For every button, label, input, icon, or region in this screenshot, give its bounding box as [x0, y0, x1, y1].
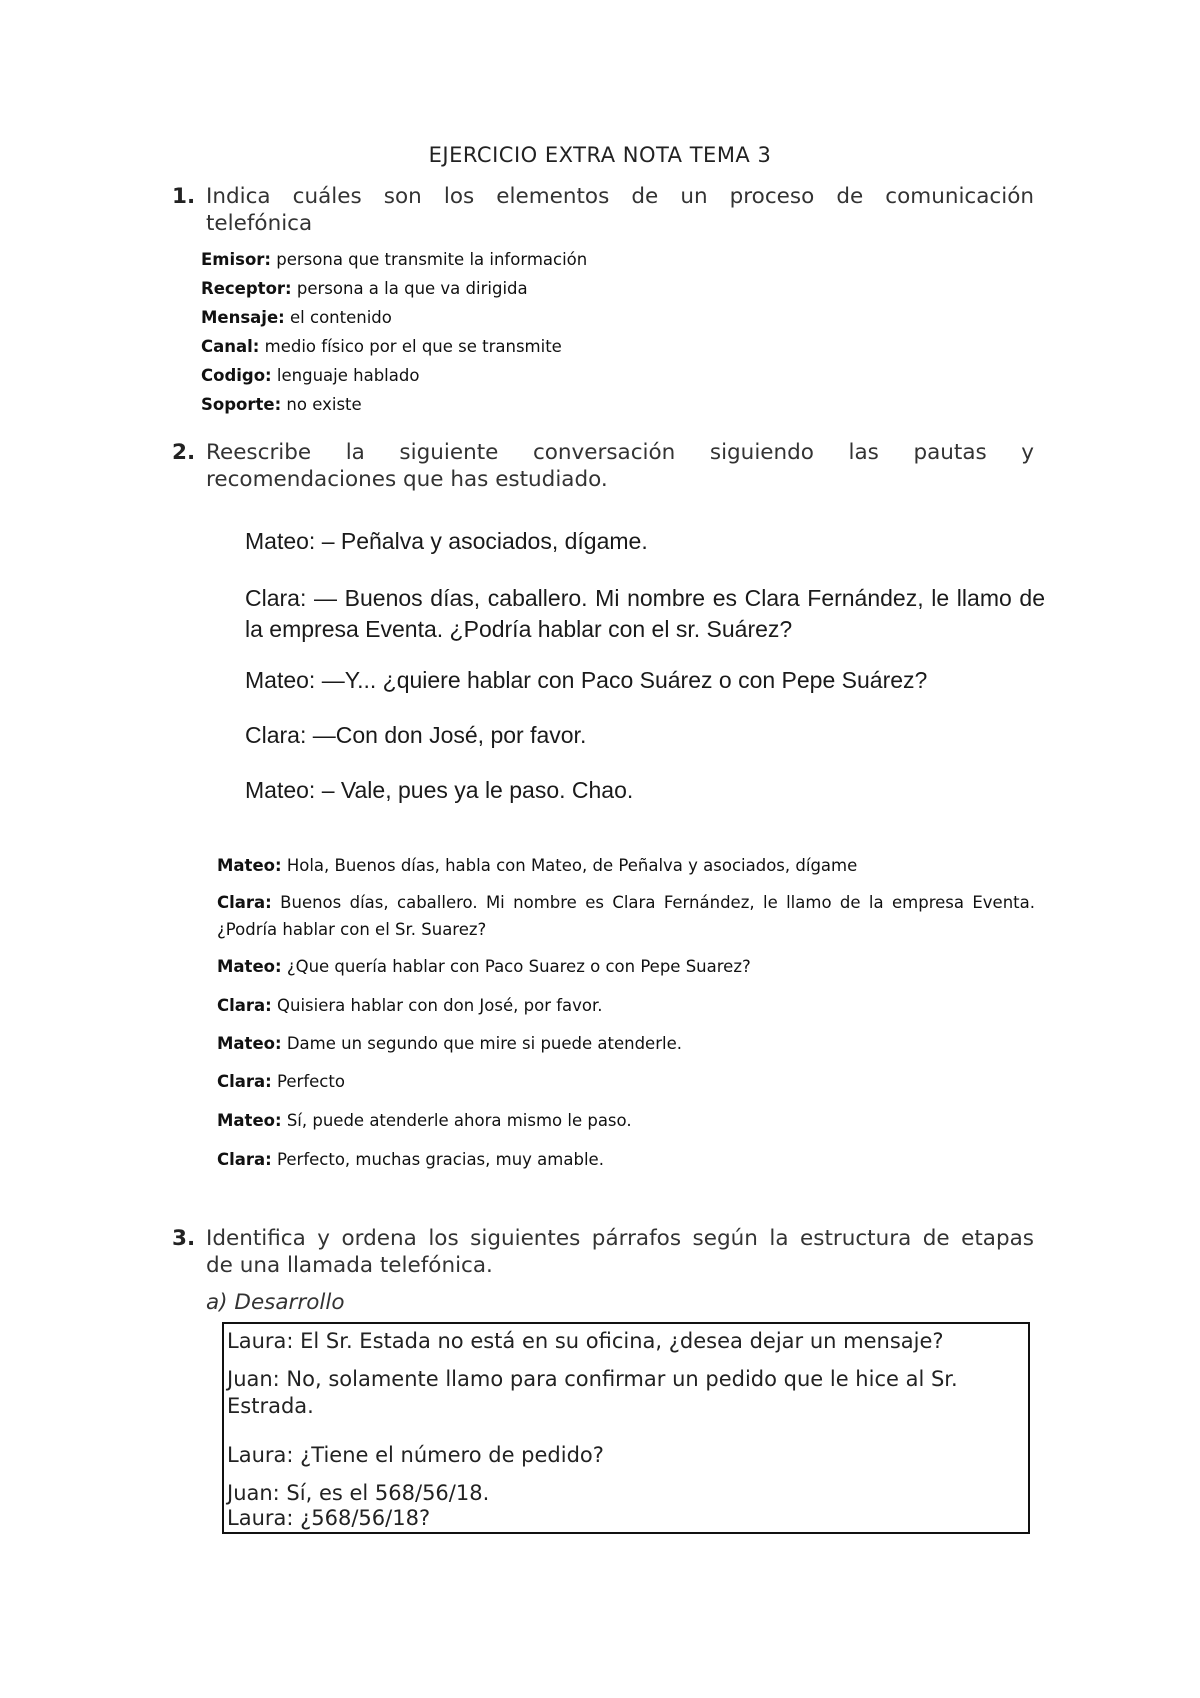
speaker-label: Clara:	[217, 996, 272, 1015]
answer-label: Mensaje:	[201, 308, 285, 327]
answer-text: lenguaje hablado	[271, 366, 420, 385]
speaker-label: Clara:	[217, 1072, 272, 1091]
answer-label: Codigo:	[201, 366, 272, 385]
question-line: Reescribe la siguiente conversación siguiendo las pautas y	[206, 440, 1034, 465]
response-text: Buenos días, caballero. Mi nombre es Clara Fernández, le llamo de la empresa Eventa. ¿Podría hablar con el Sr. Suarez?	[217, 893, 1035, 939]
response-line	[217, 1068, 1035, 1095]
question-line: de una llamada telefónica.	[206, 1253, 493, 1278]
answer-label: Canal:	[201, 337, 260, 356]
answer-label: Soporte:	[201, 395, 282, 414]
subheading: a) Desarrollo	[206, 1290, 345, 1315]
response-line	[217, 992, 1035, 1019]
answer-item	[201, 395, 362, 414]
answer-item	[201, 250, 587, 269]
box-line: Juan: No, solamente llamo para confirmar un pedido que le hice al Sr. Estrada.	[227, 1367, 958, 1418]
speaker-label: Mateo:	[217, 856, 282, 875]
question-number: 2.	[172, 440, 196, 465]
answer-item	[201, 308, 392, 327]
response-text: Hola, Buenos días, habla con Mateo, de Peñalva y asociados, dígame	[281, 856, 858, 875]
speaker-label: Clara:	[217, 893, 272, 912]
dialog-line: Clara: —Con don José, por favor.	[245, 722, 587, 748]
response-text: Perfecto, muchas gracias, muy amable.	[271, 1150, 604, 1169]
response-text: Sí, puede atenderle ahora mismo le paso.	[281, 1111, 632, 1130]
speaker-label: Clara:	[217, 1150, 272, 1169]
response-text: ¿Que quería hablar con Paco Suarez o con Pepe Suarez?	[281, 957, 751, 976]
answer-item	[201, 337, 562, 356]
response-line	[217, 953, 1035, 980]
speaker-label: Mateo:	[217, 1111, 282, 1130]
question-number: 3.	[172, 1226, 196, 1251]
answer-text: medio físico por el que se transmite	[259, 337, 562, 356]
box-line: Laura: El Sr. Estada no está en su oficina, ¿desea dejar un mensaje?	[227, 1329, 944, 1353]
question-number: 1.	[172, 184, 196, 209]
dialog-line: Mateo: – Vale, pues ya le paso. Chao.	[245, 777, 634, 803]
answer-label: Emisor:	[201, 250, 272, 269]
response-text: Dame un segundo que mire si puede atenderle.	[281, 1034, 682, 1053]
response-line	[217, 1146, 1035, 1173]
response-line	[217, 1030, 1035, 1057]
answer-text: persona a la que va dirigida	[291, 279, 528, 298]
dialog-line: Clara: — Buenos días, caballero. Mi nombre es Clara Fernández, le llamo de la empresa Eventa. ¿Podría hablar con el sr. Suárez?	[245, 585, 1045, 642]
box-line: Laura: ¿568/56/18?	[227, 1506, 431, 1530]
dialog-line: Mateo: —Y... ¿quiere hablar con Paco Suárez o con Pepe Suárez?	[245, 667, 928, 693]
question-line: Indica cuáles son los elementos de un proceso de comunicación	[206, 184, 1034, 209]
box-line: Laura: ¿Tiene el número de pedido?	[227, 1443, 604, 1467]
response-text: Quisiera hablar con don José, por favor.	[271, 996, 603, 1015]
dialog-line: Mateo: – Peñalva y asociados, dígame.	[245, 528, 648, 554]
question-line: telefónica	[206, 211, 313, 236]
answer-item	[201, 279, 528, 298]
response-line	[217, 889, 1035, 943]
question-line: recomendaciones que has estudiado.	[206, 467, 608, 492]
answer-item	[201, 366, 419, 385]
response-text: Perfecto	[271, 1072, 345, 1091]
answer-label: Receptor:	[201, 279, 292, 298]
question-3	[172, 1225, 1034, 1279]
answer-text: persona que transmite la información	[271, 250, 588, 269]
question-line: Identifica y ordena los siguientes párrafos según la estructura de etapas	[206, 1226, 1034, 1251]
dialog-box	[222, 1322, 1030, 1534]
question-2	[172, 439, 1034, 493]
response-line	[217, 852, 1035, 879]
question-1	[172, 183, 1034, 237]
speaker-label: Mateo:	[217, 1034, 282, 1053]
page-title: EJERCICIO EXTRA NOTA TEMA 3	[428, 143, 772, 167]
speaker-label: Mateo:	[217, 957, 282, 976]
box-line: Juan: Sí, es el 568/56/18.	[227, 1481, 490, 1505]
answer-text: el contenido	[284, 308, 392, 327]
answer-text: no existe	[281, 395, 362, 414]
response-line	[217, 1107, 1035, 1134]
